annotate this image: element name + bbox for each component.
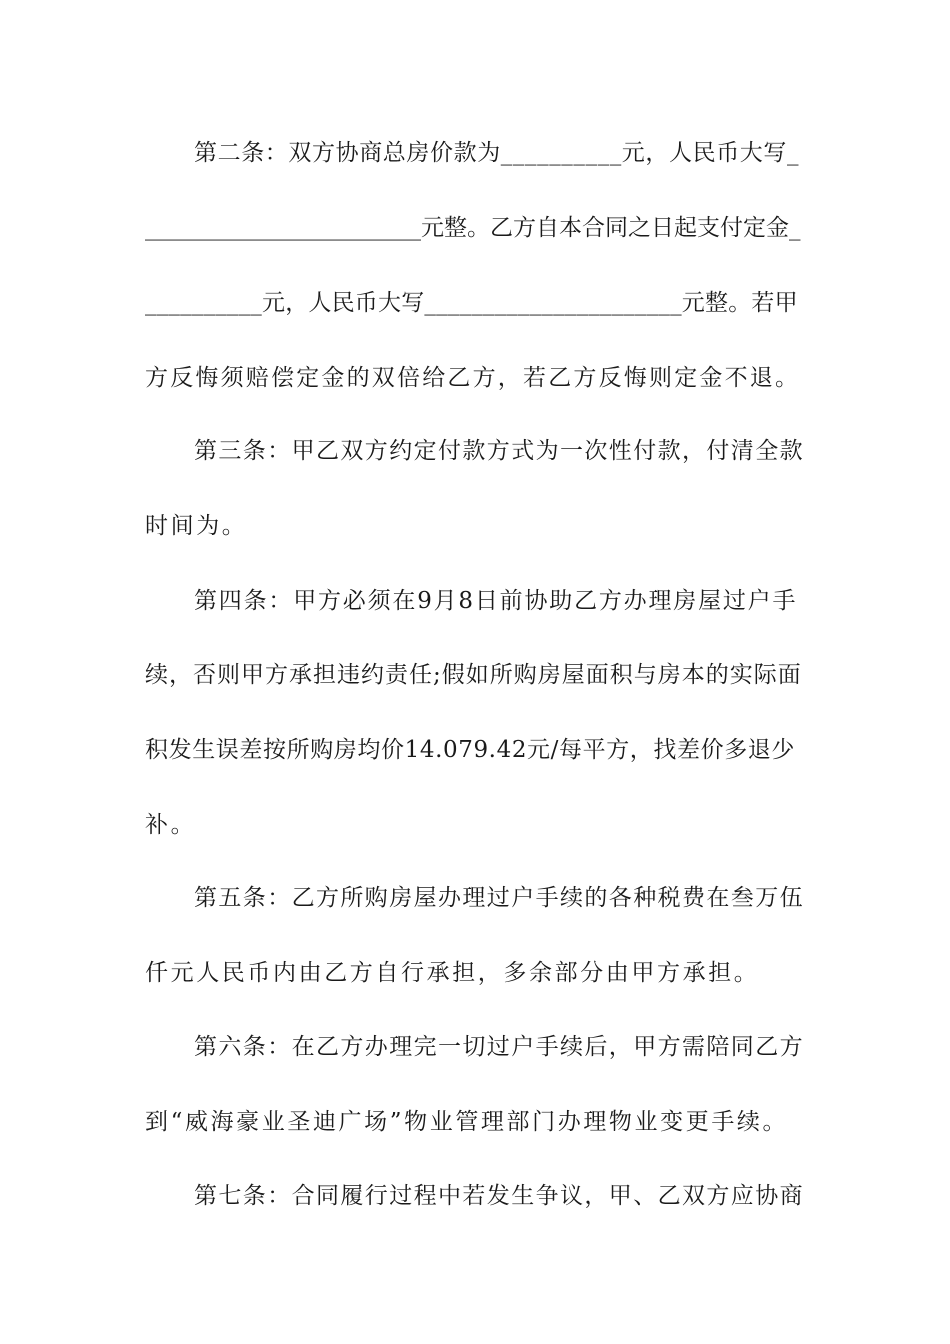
text-line: 第六条：在乙方办理完一切过户手续后，甲方需陪同乙方 bbox=[194, 1034, 804, 1060]
text-line: 第五条：乙方所购房屋办理过户手续的各种税费在叁万伍 bbox=[194, 885, 804, 911]
text-line: 第三条：甲乙双方约定付款方式为一次性付款，付清全款 bbox=[194, 438, 804, 464]
text-line: ________________________元整。乙方自本合同之日起支付定金_ bbox=[145, 215, 801, 241]
text-line: 补。 bbox=[145, 812, 197, 838]
text-line: 第四条：甲方必须在9月8日前协助乙方办理房屋过户手 bbox=[194, 588, 798, 614]
text-line: 第二条：双方协商总房价款为__________元，人民币大写_ bbox=[194, 140, 800, 166]
text-line: 方反悔须赔偿定金的双倍给乙方，若乙方反悔则定金不退。 bbox=[145, 365, 801, 391]
text-line: 第七条：合同履行过程中若发生争议，甲、乙双方应协商 bbox=[194, 1183, 804, 1209]
text-line: 到“威海豪业圣迪广场”物业管理部门办理物业变更手续。 bbox=[145, 1109, 789, 1135]
text-line: 仟元人民币内由乙方自行承担，多余部分由甲方承担。 bbox=[145, 960, 760, 986]
text-line: 续，否则甲方承担违约责任;假如所购房屋面积与房本的实际面 bbox=[145, 662, 802, 688]
text-line: __________元，人民币大写______________________元整。若甲 bbox=[145, 290, 798, 316]
text-line: 时间为。 bbox=[145, 513, 248, 539]
text-line: 积发生误差按所购房均价14.079.42元/每平方，找差价多退少 bbox=[145, 737, 796, 763]
